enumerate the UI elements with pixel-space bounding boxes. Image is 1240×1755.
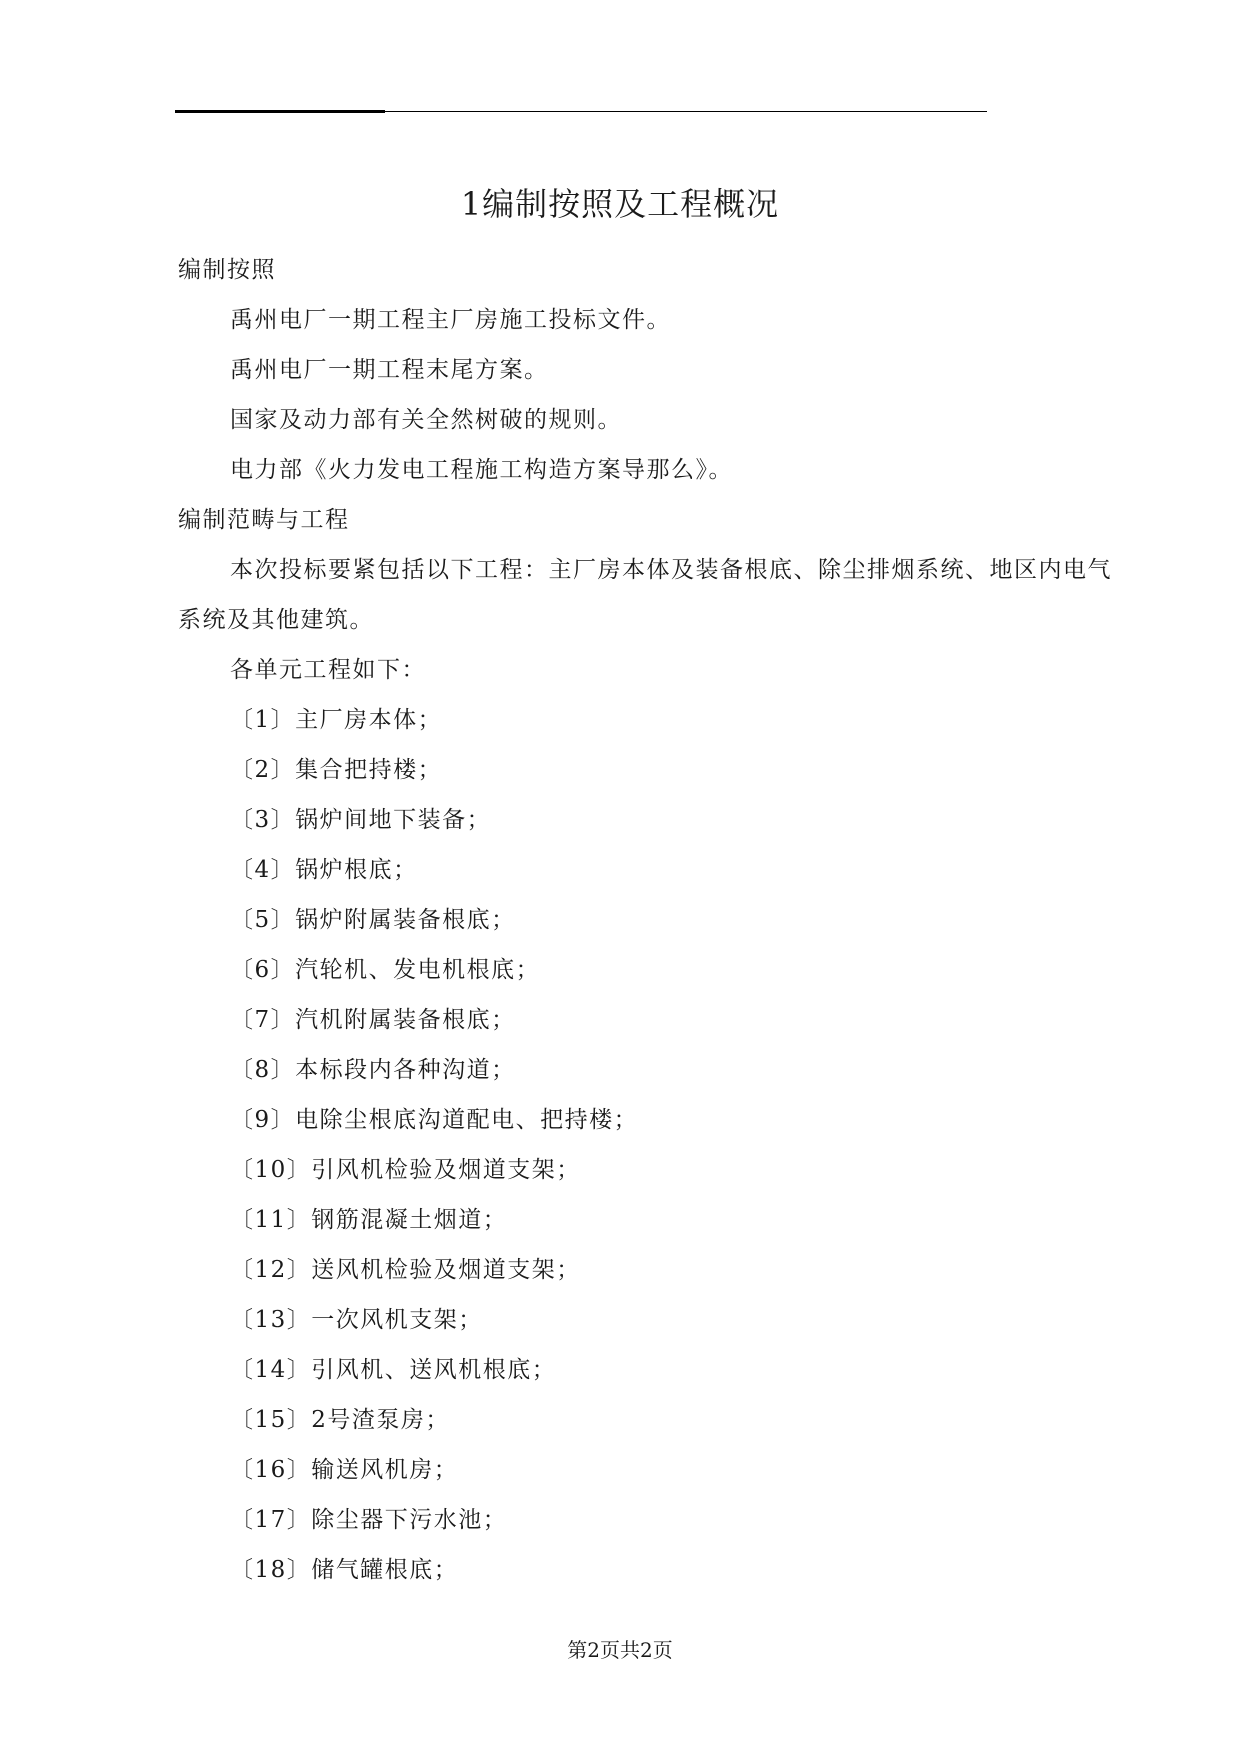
list-item: 〔16〕输送风机房； — [230, 1457, 459, 1483]
scope-intro: 各单元工程如下： — [230, 657, 426, 683]
section-heading-scope: 编制范畴与工程 — [178, 507, 350, 533]
list-item: 〔3〕锅炉间地下装备； — [230, 807, 492, 833]
list-item: 〔7〕汽机附属装备根底； — [230, 1007, 516, 1033]
document-body — [178, 245, 1113, 1595]
list-item: 〔11〕钢筋混凝土烟道； — [230, 1207, 508, 1233]
list-item: 〔6〕汽轮机、发电机根底； — [230, 957, 541, 983]
page-title: 1编制按照及工程概况 — [460, 185, 780, 223]
basis-item: 电力部《火力发电工程施工构造方案导那么》。 — [230, 457, 733, 483]
basis-item: 禹州电厂一期工程末尾方案。 — [230, 357, 549, 383]
list-item: 〔2〕集合把持楼； — [230, 757, 443, 783]
page-number: 第2页共2页 — [567, 1638, 673, 1662]
list-item: 〔5〕锅炉附属装备根底； — [230, 907, 516, 933]
list-item: 〔18〕储气罐根底； — [230, 1557, 459, 1583]
list-item: 〔15〕2号渣泵房； — [230, 1407, 450, 1433]
list-item: 〔9〕电除尘根底沟道配电、把持楼； — [230, 1107, 639, 1133]
header-rule — [175, 111, 987, 112]
scope-paragraph: 本次投标要紧包括以下工程：主厂房本体及装备根底、除尘排烟系统、地区内电气系统及其他建筑。 — [178, 557, 1112, 633]
list-item: 〔1〕主厂房本体； — [230, 707, 443, 733]
list-item: 〔4〕锅炉根底； — [230, 857, 418, 883]
list-item: 〔13〕一次风机支架； — [230, 1307, 483, 1333]
list-item: 〔14〕引风机、送风机根底； — [230, 1357, 557, 1383]
list-item: 〔8〕本标段内各种沟道； — [230, 1057, 516, 1083]
list-item: 〔17〕除尘器下污水池； — [230, 1507, 508, 1533]
basis-item: 国家及动力部有关全然树破的规则。 — [230, 407, 622, 433]
basis-item: 禹州电厂一期工程主厂房施工投标文件。 — [230, 307, 671, 333]
section-heading-basis: 编制按照 — [178, 257, 276, 283]
list-item: 〔10〕引风机检验及烟道支架； — [230, 1157, 581, 1183]
list-item: 〔12〕送风机检验及烟道支架； — [230, 1257, 581, 1283]
